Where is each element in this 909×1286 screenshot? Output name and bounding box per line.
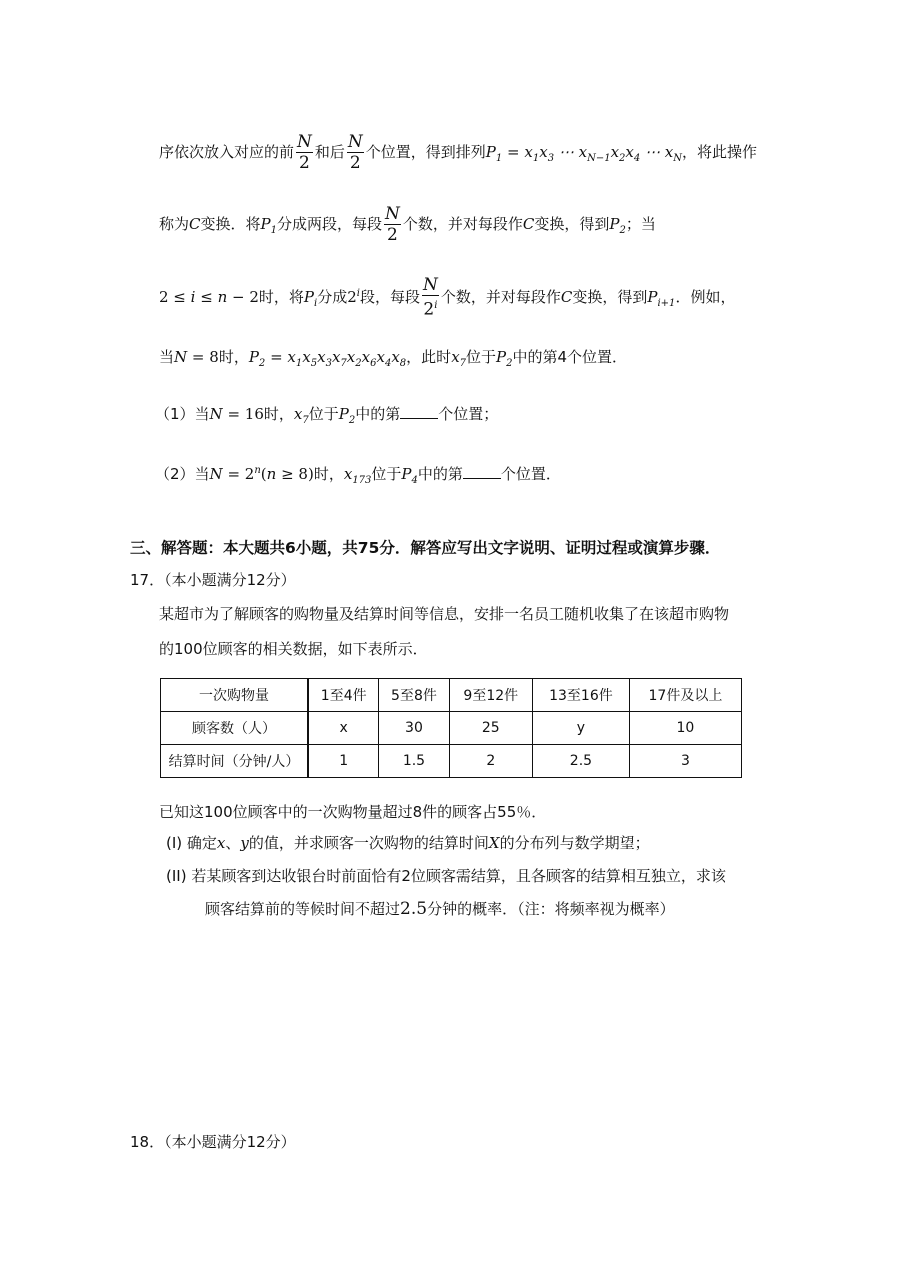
value-2-5: 2.5 — [400, 899, 428, 919]
text: 的值，并求顾客一次购物的结算时间 — [248, 834, 489, 852]
text: 时， — [313, 465, 344, 483]
table-cell: 13至16件 — [533, 679, 630, 712]
table-cell: 1.5 — [379, 745, 449, 778]
p16-line1 — [159, 132, 757, 173]
text: 序依次放入对应的前 — [159, 143, 295, 161]
symbol-p2: $P_2$ — [609, 215, 626, 236]
symbol-x7: $x_7$ — [293, 405, 309, 426]
text: 顾客结算前的等候时间不超过 — [205, 900, 401, 918]
text: 当 — [159, 348, 175, 366]
q17-part-2-line1: (II) 若某顾客到达收银台时前面恰有2位顾客需结算，且各顾客的结算相互独立，求该 — [166, 867, 726, 885]
table-row-header: 结算时间（分钟/人） — [161, 745, 309, 778]
text: 分成 — [317, 287, 348, 306]
table-cell: 2 — [449, 745, 532, 778]
text: （2）当 — [155, 465, 210, 483]
fraction-n-over-2: $\frac{N}{2}$ — [347, 132, 363, 173]
formula-p2: $P_2 = x_1x_5x_3x_7x_2x_6x_4x_8$ — [248, 348, 407, 369]
q17-paragraph-line2: 的100位顾客的相关数据，如下表所示． — [159, 640, 428, 658]
p16-question-1 — [155, 404, 498, 431]
formula-p1: $P_1 = x_1x_3$ ⋯ $x_{N-1}x_2x_4$ ⋯ $x_N$ — [485, 143, 683, 164]
text: 变换．将 — [200, 215, 261, 233]
text: 段，每段 — [359, 287, 420, 306]
text: 中的第 — [417, 465, 463, 483]
text: 位于 — [308, 405, 339, 423]
text: 时， — [218, 348, 249, 366]
table-cell: 2.5 — [533, 745, 630, 778]
text: 个位置． — [500, 465, 561, 483]
table-row-header: 一次购物量 — [161, 679, 309, 712]
formula-n-eq-2n: $N = 2^n(n \ge 8)$ — [209, 465, 314, 483]
text: 个数，并对每段作 — [440, 287, 561, 306]
formula-x-y: x、y — [216, 834, 249, 852]
fraction-n-over-2: $\frac{N}{2}$ — [297, 132, 312, 173]
table-cell: 30 — [379, 712, 449, 745]
text: 个数，并对每段作 — [402, 215, 523, 233]
formula-n-eq-16: N = 16 — [209, 405, 264, 423]
q17-part-1 — [166, 833, 650, 853]
text: 中的第 — [355, 405, 401, 423]
text: 时，将 — [258, 287, 304, 306]
text: 个位置，得到排列 — [365, 143, 486, 161]
text: ．例如， — [675, 287, 736, 306]
table-cell: 3 — [629, 745, 741, 778]
text: ；当 — [625, 215, 656, 233]
text: 变换，得到 — [572, 287, 648, 306]
section-3-title: 三、解答题：本大题共6小题，共75分．解答应写出文字说明、证明过程或演算步骤． — [130, 539, 721, 557]
symbol-p4: $P_4$ — [401, 465, 418, 486]
table-cell: 25 — [449, 712, 532, 745]
table-row-header: 顾客数（人） — [161, 712, 309, 745]
table-cell: 5至8件 — [379, 679, 449, 712]
table-row — [161, 679, 742, 712]
symbol-p2: $P_2$ — [496, 348, 513, 369]
text: 位于 — [466, 348, 497, 366]
formula-2-pow-i: 2$^i$ — [347, 287, 360, 306]
symbol-p1: $P_1$ — [260, 215, 277, 236]
text: 和后 — [314, 143, 345, 161]
text: 称为 — [159, 215, 190, 233]
symbol-x7: $x_7$ — [451, 348, 467, 369]
text: （1）当 — [155, 405, 210, 423]
symbol-c: C — [560, 287, 573, 306]
table-cell: y — [533, 712, 630, 745]
text: ，将此操作 — [682, 143, 758, 161]
text: 时， — [263, 405, 294, 423]
text: 变换，得到 — [534, 215, 610, 233]
shopping-data-table — [160, 678, 742, 778]
symbol-pi1: $P_{i+1}$ — [647, 287, 676, 309]
q17-known-condition: 已知这100位顾客中的一次购物量超过8件的顾客占55％． — [159, 803, 547, 821]
text: 分成两段，每段 — [276, 215, 382, 233]
table-cell: 10 — [629, 712, 741, 745]
text: 的分布列与数学期望； — [499, 834, 650, 852]
table-cell: 9至12件 — [449, 679, 532, 712]
table-cell: 17件及以上 — [629, 679, 741, 712]
symbol-pi: $P_i$ — [303, 287, 318, 309]
text: 个位置； — [438, 405, 499, 423]
answer-blank — [400, 404, 438, 419]
table-cell: 1 — [308, 745, 379, 778]
symbol-c: C — [522, 215, 535, 233]
text: 分钟的概率．（注：将频率视为概率） — [427, 900, 675, 918]
text: ，此时 — [406, 348, 452, 366]
symbol-capital-x: X — [488, 834, 500, 852]
q17-header: 17．（本小题满分12分） — [130, 571, 296, 589]
text: 中的第4个位置． — [512, 348, 628, 366]
q17-paragraph-line1: 某超市为了解顾客的购物量及结算时间等信息，安排一名员工随机收集了在该超市购物 — [159, 605, 730, 623]
symbol-x173: $x_{173}$ — [343, 465, 372, 486]
p16-question-2 — [155, 461, 561, 491]
table-cell: x — [308, 712, 379, 745]
table-row — [161, 745, 742, 778]
fraction-n-over-2: $\frac{N}{2}$ — [385, 204, 400, 245]
q18-header: 18．（本小题满分12分） — [130, 1133, 296, 1151]
text: (I) 确定 — [166, 834, 217, 852]
symbol-p2: $P_2$ — [338, 405, 356, 426]
table-cell: 1至4件 — [308, 679, 379, 712]
formula-i-range: 2 ≤ i ≤ n − 2 — [159, 287, 259, 306]
q17-part-2-line2 — [205, 899, 675, 919]
answer-blank — [463, 464, 501, 479]
p16-line2 — [159, 204, 656, 245]
p16-line4 — [159, 347, 627, 374]
text: 位于 — [371, 465, 402, 483]
table-row — [161, 712, 742, 745]
p16-line3 — [159, 275, 735, 320]
fraction-n-over-2i: $\frac{N}{2^i}$ — [423, 275, 438, 320]
formula-n-eq-8: N = 8 — [174, 348, 219, 366]
symbol-c: C — [189, 215, 201, 233]
